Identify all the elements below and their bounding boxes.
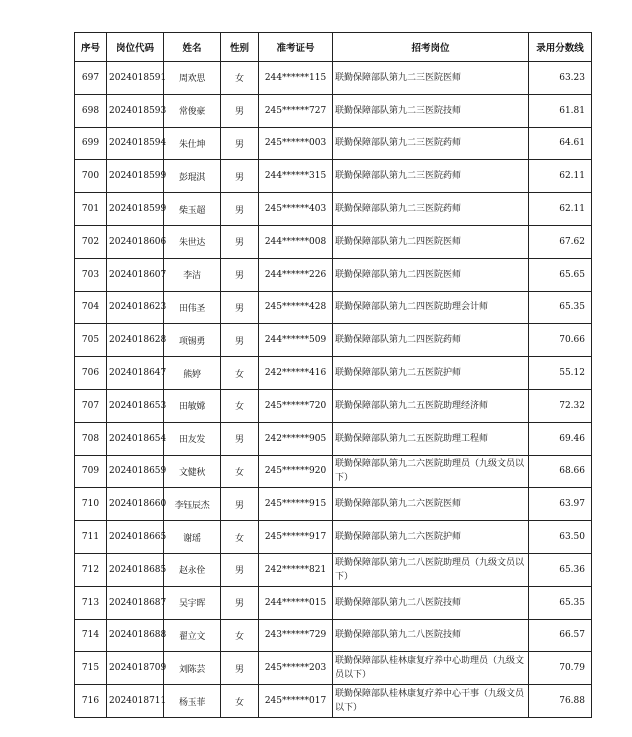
cell-exam-id: 245******203: [259, 652, 333, 685]
cell-no: 699: [75, 127, 107, 160]
cell-post-code: 2024018628: [107, 324, 164, 357]
table-row: [75, 357, 592, 390]
cell-exam-id: 244******226: [259, 258, 333, 291]
cell-exam-id: 245******915: [259, 488, 333, 521]
cell-no: 701: [75, 193, 107, 226]
cell-score: 55.12: [529, 357, 592, 390]
cell-no: 712: [75, 553, 107, 586]
cell-post-code: 2024018606: [107, 225, 164, 258]
cell-name: 李洁: [164, 258, 221, 291]
cell-name: 翟立文: [164, 619, 221, 652]
cell-exam-id: 242******905: [259, 422, 333, 455]
cell-exam-id: 245******920: [259, 455, 333, 488]
cell-exam-id: 244******115: [259, 62, 333, 95]
cell-post: 联勤保障部队第九二四医院医师: [333, 258, 529, 291]
cell-name: 柴玉超: [164, 193, 221, 226]
header-exam-id: 准考证号: [259, 33, 333, 62]
cell-post: 联勤保障部队第九二三医院药师: [333, 160, 529, 193]
cell-post-code: 2024018599: [107, 193, 164, 226]
cell-name: 朱世达: [164, 225, 221, 258]
cell-score: 65.36: [529, 553, 592, 586]
table-row: [75, 94, 592, 127]
cell-score: 63.23: [529, 62, 592, 95]
cell-post-code: 2024018659: [107, 455, 164, 488]
cell-name: 田伟圣: [164, 291, 221, 324]
cell-post: 联勤保障部队第九二八医院助理员（九级文员以下）: [333, 553, 529, 586]
cell-post-code: 2024018607: [107, 258, 164, 291]
cell-post-code: 2024018711: [107, 685, 164, 718]
cell-gender: 男: [221, 225, 259, 258]
cell-gender: 女: [221, 685, 259, 718]
cell-score: 64.61: [529, 127, 592, 160]
header-score: 录用分数线: [529, 33, 592, 62]
cell-exam-id: 242******821: [259, 553, 333, 586]
cell-no: 706: [75, 357, 107, 390]
cell-post: 联勤保障部队第九二三医院医师: [333, 62, 529, 95]
cell-exam-id: 244******509: [259, 324, 333, 357]
cell-name: 常俊豪: [164, 94, 221, 127]
cell-exam-id: 245******720: [259, 389, 333, 422]
cell-post: 联勤保障部队第九二四医院药师: [333, 324, 529, 357]
cell-gender: 男: [221, 324, 259, 357]
cell-name: 吴宇晖: [164, 586, 221, 619]
cell-name: 熊婷: [164, 357, 221, 390]
table-row: [75, 291, 592, 324]
cell-gender: 女: [221, 619, 259, 652]
cell-post: 联勤保障部队第九二三医院技师: [333, 94, 529, 127]
cell-score: 65.65: [529, 258, 592, 291]
cell-post-code: 2024018687: [107, 586, 164, 619]
header-gender: 性别: [221, 33, 259, 62]
cell-name: 彭琨淇: [164, 160, 221, 193]
cell-score: 76.88: [529, 685, 592, 718]
cell-no: 707: [75, 389, 107, 422]
cell-exam-id: 244******015: [259, 586, 333, 619]
cell-score: 69.46: [529, 422, 592, 455]
admission-table: [74, 32, 592, 718]
cell-name: 朱仕坤: [164, 127, 221, 160]
cell-exam-id: 245******403: [259, 193, 333, 226]
cell-name: 文健秋: [164, 455, 221, 488]
cell-exam-id: 245******003: [259, 127, 333, 160]
table-row: [75, 422, 592, 455]
header-row: [75, 33, 592, 62]
cell-post-code: 2024018593: [107, 94, 164, 127]
cell-gender: 男: [221, 160, 259, 193]
cell-exam-id: 244******008: [259, 225, 333, 258]
cell-score: 62.11: [529, 193, 592, 226]
cell-post: 联勤保障部队第九二八医院技师: [333, 619, 529, 652]
cell-gender: 男: [221, 193, 259, 226]
cell-no: 715: [75, 652, 107, 685]
cell-name: 刘陈芸: [164, 652, 221, 685]
header-name: 姓名: [164, 33, 221, 62]
table-row: [75, 553, 592, 586]
cell-name: 杨玉菲: [164, 685, 221, 718]
cell-name: 项锡勇: [164, 324, 221, 357]
cell-no: 698: [75, 94, 107, 127]
cell-gender: 男: [221, 291, 259, 324]
cell-gender: 男: [221, 488, 259, 521]
cell-score: 63.50: [529, 521, 592, 554]
cell-score: 70.79: [529, 652, 592, 685]
cell-gender: 女: [221, 357, 259, 390]
cell-no: 697: [75, 62, 107, 95]
table-row: [75, 652, 592, 685]
table-row: [75, 160, 592, 193]
cell-name: 谢瑶: [164, 521, 221, 554]
cell-name: 田敏嫦: [164, 389, 221, 422]
cell-score: 65.35: [529, 291, 592, 324]
table-row: [75, 62, 592, 95]
cell-exam-id: 243******729: [259, 619, 333, 652]
cell-post-code: 2024018653: [107, 389, 164, 422]
table-row: [75, 127, 592, 160]
cell-no: 714: [75, 619, 107, 652]
cell-post: 联勤保障部队第九二五医院护师: [333, 357, 529, 390]
cell-post-code: 2024018594: [107, 127, 164, 160]
cell-score: 68.66: [529, 455, 592, 488]
cell-gender: 男: [221, 94, 259, 127]
cell-name: 周欢思: [164, 62, 221, 95]
cell-no: 705: [75, 324, 107, 357]
cell-score: 65.35: [529, 586, 592, 619]
header-no: 序号: [75, 33, 107, 62]
cell-post: 联勤保障部队桂林康复疗养中心助理员（九级文员以下）: [333, 652, 529, 685]
cell-post: 联勤保障部队桂林康复疗养中心干事（九级文员以下）: [333, 685, 529, 718]
cell-post: 联勤保障部队第九二六医院助理员（九级文员以下）: [333, 455, 529, 488]
cell-post: 联勤保障部队第九二三医院药师: [333, 193, 529, 226]
cell-no: 704: [75, 291, 107, 324]
cell-gender: 男: [221, 127, 259, 160]
cell-score: 70.66: [529, 324, 592, 357]
table-row: [75, 193, 592, 226]
cell-name: 李钰辰杰: [164, 488, 221, 521]
cell-exam-id: 244******315: [259, 160, 333, 193]
cell-score: 63.97: [529, 488, 592, 521]
table-row: [75, 225, 592, 258]
cell-score: 62.11: [529, 160, 592, 193]
cell-no: 702: [75, 225, 107, 258]
cell-post: 联勤保障部队第九二八医院技师: [333, 586, 529, 619]
cell-gender: 男: [221, 553, 259, 586]
cell-post: 联勤保障部队第九二四医院医师: [333, 225, 529, 258]
cell-name: 田友发: [164, 422, 221, 455]
cell-exam-id: 245******428: [259, 291, 333, 324]
cell-post: 联勤保障部队第九二四医院助理会计师: [333, 291, 529, 324]
table-row: [75, 685, 592, 718]
cell-post-code: 2024018709: [107, 652, 164, 685]
cell-no: 716: [75, 685, 107, 718]
cell-post-code: 2024018623: [107, 291, 164, 324]
cell-exam-id: 245******917: [259, 521, 333, 554]
cell-exam-id: 245******017: [259, 685, 333, 718]
cell-post: 联勤保障部队第九二三医院药师: [333, 127, 529, 160]
table-row: [75, 324, 592, 357]
cell-post-code: 2024018688: [107, 619, 164, 652]
cell-post-code: 2024018647: [107, 357, 164, 390]
table-row: [75, 521, 592, 554]
cell-post: 联勤保障部队第九二五医院助理工程师: [333, 422, 529, 455]
table-row: [75, 619, 592, 652]
cell-gender: 女: [221, 521, 259, 554]
cell-post-code: 2024018660: [107, 488, 164, 521]
cell-no: 710: [75, 488, 107, 521]
table-row: [75, 586, 592, 619]
cell-score: 72.32: [529, 389, 592, 422]
cell-gender: 女: [221, 455, 259, 488]
cell-score: 66.57: [529, 619, 592, 652]
cell-score: 61.81: [529, 94, 592, 127]
cell-no: 708: [75, 422, 107, 455]
cell-gender: 女: [221, 62, 259, 95]
cell-exam-id: 245******727: [259, 94, 333, 127]
cell-gender: 男: [221, 258, 259, 291]
header-post-code: 岗位代码: [107, 33, 164, 62]
cell-exam-id: 242******416: [259, 357, 333, 390]
cell-post: 联勤保障部队第九二六医院护师: [333, 521, 529, 554]
cell-gender: 男: [221, 422, 259, 455]
cell-score: 67.62: [529, 225, 592, 258]
header-post: 招考岗位: [333, 33, 529, 62]
cell-no: 700: [75, 160, 107, 193]
cell-no: 703: [75, 258, 107, 291]
cell-no: 711: [75, 521, 107, 554]
cell-gender: 男: [221, 586, 259, 619]
cell-post-code: 2024018591: [107, 62, 164, 95]
cell-post: 联勤保障部队第九二五医院助理经济师: [333, 389, 529, 422]
table-row: [75, 258, 592, 291]
cell-post-code: 2024018599: [107, 160, 164, 193]
table-row: [75, 389, 592, 422]
table-row: [75, 488, 592, 521]
cell-post: 联勤保障部队第九二六医院医师: [333, 488, 529, 521]
cell-name: 赵永佺: [164, 553, 221, 586]
cell-post-code: 2024018685: [107, 553, 164, 586]
cell-gender: 女: [221, 389, 259, 422]
table-row: [75, 455, 592, 488]
cell-post-code: 2024018654: [107, 422, 164, 455]
cell-no: 709: [75, 455, 107, 488]
cell-gender: 男: [221, 652, 259, 685]
cell-no: 713: [75, 586, 107, 619]
cell-post-code: 2024018665: [107, 521, 164, 554]
